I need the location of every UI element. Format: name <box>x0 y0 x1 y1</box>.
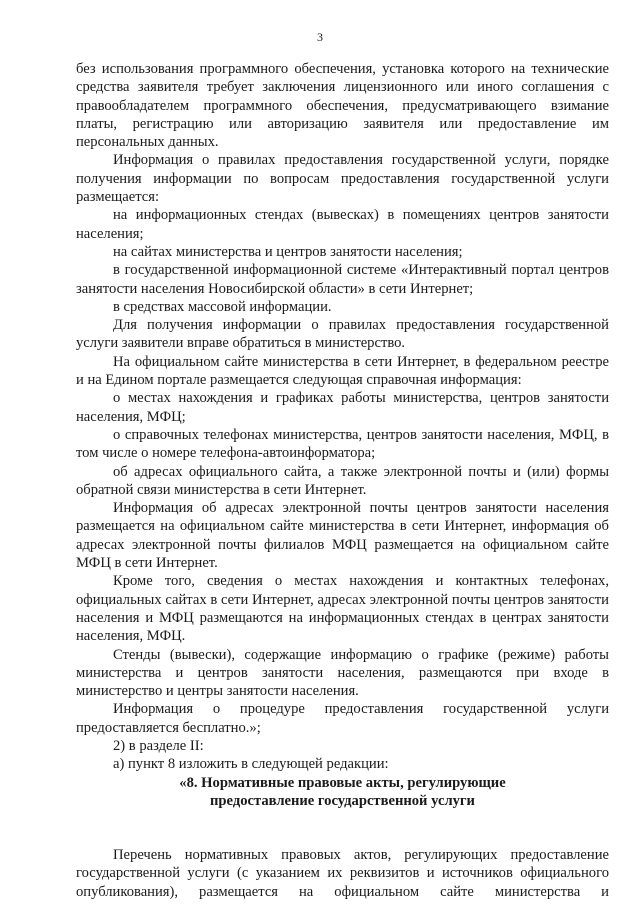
paragraph-email-info: Информация об адресах электронной почты центров занятости населения размещается на официальном сайте министерства в сети Интернет, информация об адресах электронной почты филиалов МФЦ размещается на официальном сайте МФЦ в сети Интернет. <box>76 500 609 572</box>
paragraph-info-rules: Информация о правилах предоставления государственной услуги, порядке получения информации по вопросам предоставления государственной услуги размещается: <box>76 152 609 206</box>
heading-line-1: «8. Нормативные правовые акты, регулирующие <box>179 774 506 791</box>
paragraph-additional-info: Кроме того, сведения о местах нахождения и контактных телефонах, официальных сайтах в сети Интернет, адресах электронной почты центров занятости населения и МФЦ размещаются на информационных стендах в центрах занятости населения, МФЦ. <box>76 573 609 645</box>
heading-line-2: предоставление государственной услуги <box>210 792 475 809</box>
page-number: 3 <box>317 30 323 44</box>
paragraph-software: без использования программного обеспечения, установка которого на технические средства заявителя требует заключения лицензионного или иного соглашения с правообладателем программного обеспечения, предусматривающего взимание платы, регистрацию или авторизацию заявителя или предоставление им персональных данных. <box>76 61 609 151</box>
paragraph-section-two: 2) в разделе II: <box>113 737 204 754</box>
paragraph-locations: о местах нахождения и графиках работы министерства, центров занятости населения, МФЦ; <box>76 390 609 425</box>
paragraph-official-site: На официальном сайте министерства в сети Интернет, в федеральном реестре и на Едином портале размещается следующая справочная информация: <box>76 353 609 389</box>
paragraph-info-media: в средствах массовой информации. <box>113 298 332 315</box>
paragraph-free-info: Информация о процедуре предоставления государственной услуги предоставляется бесплатно.»; <box>76 701 609 736</box>
paragraph-apply-ministry: Для получения информации о правилах предоставления государственной услуги заявители вправе обратиться в министерство. <box>76 317 609 352</box>
paragraph-addresses: об адресах официального сайта, а также электронной почты и (или) формы обратной связи министерства в сети Интернет. <box>76 463 609 498</box>
paragraph-info-sites: на сайтах министерства и центров занятости населения; <box>113 243 463 260</box>
paragraph-phones: о справочных телефонах министерства, центров занятости населения, МФЦ, в том числе о номере телефона-автоинформатора; <box>76 426 609 462</box>
spacer <box>76 810 609 846</box>
paragraph-info-portal: в государственной информационной системе «Интерактивный портал центров занятости населения Новосибирской области» в сети Интернет; <box>76 262 609 297</box>
paragraph-point-eight: а) пункт 8 изложить в следующей редакции: <box>113 756 389 773</box>
paragraph-stands: Стенды (вывески), содержащие информацию о графике (режиме) работы министерства и центров занятости населения, размещаются при входе в министерство и центры занятости населения. <box>76 646 609 700</box>
paragraph-legal-acts: Перечень нормативных правовых актов, регулирующих предоставление государственной услуги (с указанием их реквизитов и источников официального опубликования), размещается на официальном сайте министерства и <box>76 847 609 900</box>
section-heading <box>76 774 609 811</box>
document-body <box>76 60 609 901</box>
paragraph-info-stands: на информационных стендах (вывесках) в помещениях центров занятости населения; <box>76 207 609 242</box>
